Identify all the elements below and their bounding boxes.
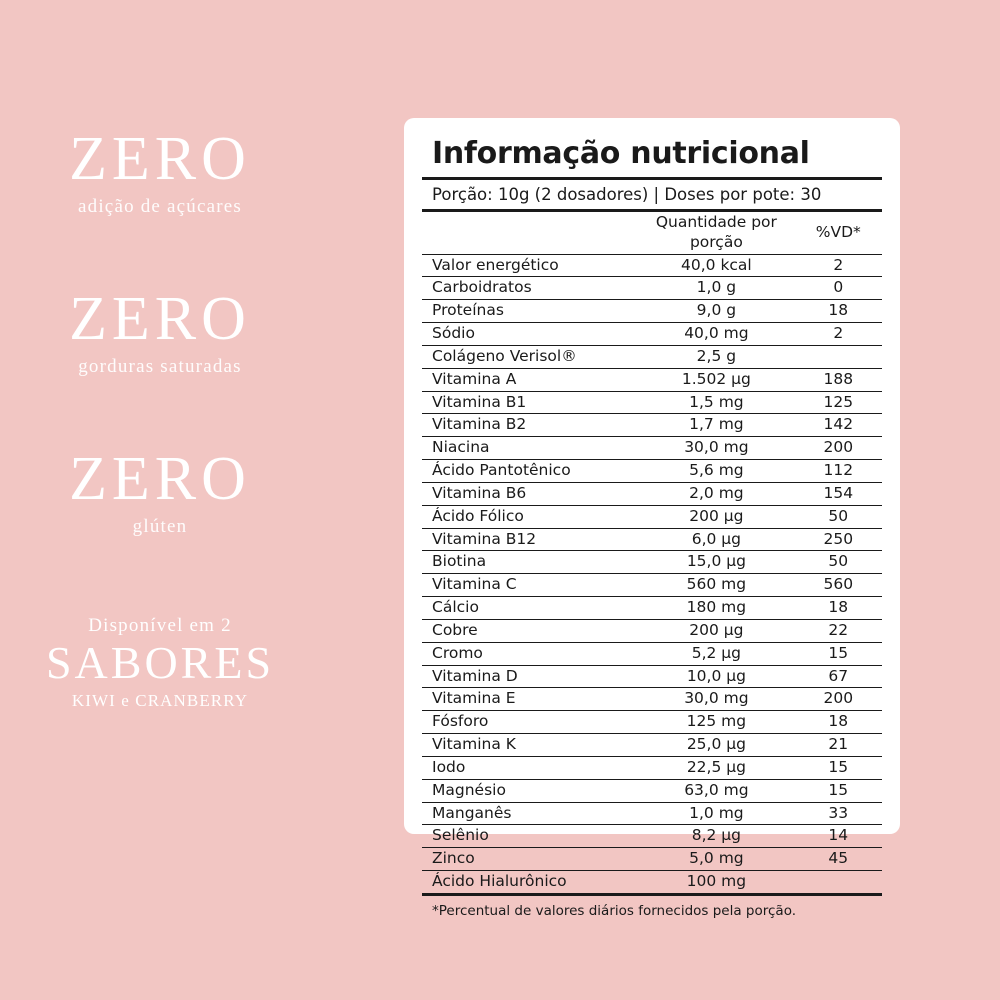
table-row [422,345,882,368]
cell-daily-value: 21 [795,734,882,757]
cell-quantity: 560 mg [638,574,794,597]
cell-nutrient-name: Colágeno Verisol® [422,345,638,368]
label-title: Informação nutricional [432,136,810,171]
claim-block-sugar [0,125,320,218]
table-row [422,300,882,323]
cell-daily-value: 154 [795,482,882,505]
cell-daily-value: 560 [795,574,882,597]
cell-quantity: 6,0 µg [638,528,794,551]
cell-daily-value: 18 [795,300,882,323]
cell-nutrient-name: Sódio [422,323,638,346]
cell-daily-value: 45 [795,848,882,871]
table-row [422,871,882,895]
cell-daily-value: 2 [795,254,882,277]
cell-nutrient-name: Valor energético [422,254,638,277]
cell-nutrient-name: Magnésio [422,779,638,802]
cell-daily-value: 15 [795,642,882,665]
cell-daily-value: 14 [795,825,882,848]
cell-daily-value: 200 [795,437,882,460]
cell-daily-value: 15 [795,779,882,802]
cell-nutrient-name: Vitamina E [422,688,638,711]
cell-nutrient-name: Cromo [422,642,638,665]
cell-quantity: 5,0 mg [638,848,794,871]
cell-daily-value: 67 [795,665,882,688]
footnote: *Percentual de valores diários fornecidos pela porção. [432,902,797,919]
cell-quantity: 100 mg [638,871,794,895]
cell-daily-value: 18 [795,711,882,734]
table-row [422,528,882,551]
cell-quantity: 1,0 mg [638,802,794,825]
cell-nutrient-name: Ácido Hialurônico [422,871,638,895]
claim-subtitle: gorduras saturadas [78,356,242,377]
cell-quantity: 15,0 µg [638,551,794,574]
table-header [422,212,882,254]
table-row [422,688,882,711]
portion-info: Porção: 10g (2 dosadores) | Doses por pote: 30 [432,185,822,204]
cell-quantity: 125 mg [638,711,794,734]
cell-daily-value: 125 [795,391,882,414]
cell-nutrient-name: Vitamina K [422,734,638,757]
claims-panel [0,0,400,1000]
table-row [422,802,882,825]
table-row [422,619,882,642]
cell-daily-value: 50 [795,505,882,528]
cell-nutrient-name: Selênio [422,825,638,848]
table-row [422,391,882,414]
table-row [422,551,882,574]
table-row [422,597,882,620]
cell-daily-value: 33 [795,802,882,825]
header-nutrient [422,212,638,254]
flavors-block [0,615,320,711]
table-row [422,505,882,528]
cell-daily-value: 200 [795,688,882,711]
claim-word: ZERO [69,285,251,353]
cell-nutrient-name: Vitamina C [422,574,638,597]
cell-quantity: 1,5 mg [638,391,794,414]
cell-nutrient-name: Proteínas [422,300,638,323]
cell-quantity: 2,5 g [638,345,794,368]
nutrition-table [422,212,882,896]
cell-quantity: 5,2 µg [638,642,794,665]
claim-subtitle: glúten [132,516,188,537]
header-vd: %VD* [795,212,882,254]
cell-nutrient-name: Vitamina B2 [422,414,638,437]
table-row [422,414,882,437]
cell-nutrient-name: Manganês [422,802,638,825]
cell-nutrient-name: Vitamina B6 [422,482,638,505]
cell-quantity: 1,0 g [638,277,794,300]
table-row [422,323,882,346]
cell-nutrient-name: Niacina [422,437,638,460]
cell-quantity: 1.502 µg [638,368,794,391]
flavors-title: SABORES [45,637,275,688]
table-header-row [422,212,882,254]
cell-nutrient-name: Vitamina A [422,368,638,391]
flavors-intro: Disponível em 2 [88,615,232,636]
table-row [422,825,882,848]
cell-nutrient-name: Fósforo [422,711,638,734]
cell-daily-value [795,871,882,895]
cell-nutrient-name: Cálcio [422,597,638,620]
table-row [422,368,882,391]
cell-quantity: 40,0 kcal [638,254,794,277]
cell-nutrient-name: Vitamina D [422,665,638,688]
table-row [422,277,882,300]
cell-nutrient-name: Cobre [422,619,638,642]
cell-quantity: 9,0 g [638,300,794,323]
claim-block-saturated-fat [0,285,320,378]
claim-word: ZERO [69,125,251,193]
cell-quantity: 22,5 µg [638,756,794,779]
cell-daily-value [795,345,882,368]
cell-daily-value: 18 [795,597,882,620]
table-row [422,482,882,505]
header-quantity: Quantidade por porção [638,212,794,254]
cell-daily-value: 2 [795,323,882,346]
table-row [422,779,882,802]
table-row [422,756,882,779]
cell-quantity: 8,2 µg [638,825,794,848]
cell-nutrient-name: Carboidratos [422,277,638,300]
claim-subtitle: adição de açúcares [78,196,242,217]
cell-nutrient-name: Ácido Fólico [422,505,638,528]
cell-nutrient-name: Biotina [422,551,638,574]
table-body [422,254,882,894]
cell-quantity: 180 mg [638,597,794,620]
cell-quantity: 40,0 mg [638,323,794,346]
cell-quantity: 30,0 mg [638,437,794,460]
table-row [422,711,882,734]
cell-daily-value: 250 [795,528,882,551]
cell-nutrient-name: Zinco [422,848,638,871]
claim-word: ZERO [69,445,251,513]
cell-daily-value: 188 [795,368,882,391]
table-row [422,642,882,665]
claim-block-gluten [0,445,320,538]
table-row [422,665,882,688]
cell-nutrient-name: Iodo [422,756,638,779]
cell-quantity: 5,6 mg [638,460,794,483]
table-row [422,437,882,460]
cell-daily-value: 22 [795,619,882,642]
cell-quantity: 2,0 mg [638,482,794,505]
cell-daily-value: 50 [795,551,882,574]
table-row [422,848,882,871]
cell-quantity: 200 µg [638,505,794,528]
cell-daily-value: 142 [795,414,882,437]
table-row [422,254,882,277]
cell-quantity: 63,0 mg [638,779,794,802]
table-row [422,574,882,597]
cell-nutrient-name: Vitamina B12 [422,528,638,551]
nutrition-label-card [404,118,900,919]
cell-daily-value: 15 [795,756,882,779]
cell-quantity: 200 µg [638,619,794,642]
cell-daily-value: 112 [795,460,882,483]
table-row [422,734,882,757]
cell-daily-value: 0 [795,277,882,300]
flavors-list: KIWI e CRANBERRY [71,691,249,711]
cell-nutrient-name: Ácido Pantotênico [422,460,638,483]
cell-quantity: 25,0 µg [638,734,794,757]
cell-nutrient-name: Vitamina B1 [422,391,638,414]
cell-quantity: 10,0 µg [638,665,794,688]
cell-quantity: 30,0 mg [638,688,794,711]
cell-quantity: 1,7 mg [638,414,794,437]
table-row [422,460,882,483]
